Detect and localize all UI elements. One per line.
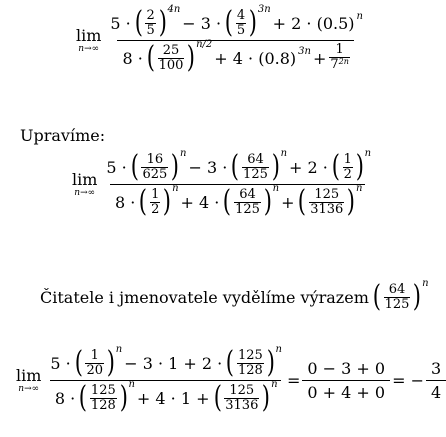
limit-expression-1 [76,3,366,75]
lim-operator: lim n→∞ [72,169,98,198]
limit-expression-3 [16,343,446,415]
denominator: 8 · ( $\frac{125}{128}$ ) n + 4 · 1 + ( $\frac{125}{3136}$ ) n [50,380,281,413]
numerator: 5 · ( $\frac{1}{20}$ ) n − 3 · 1 + 2 · ( $\frac{125}{128}$ ) n [50,343,282,380]
result-fraction-1: $\frac{0 - 3 + 0}{0 + 4 + 0}$ [302,359,390,402]
limit-expression-2 [72,147,374,219]
equals-minus: = − [392,371,424,390]
denominator: 8 · ( $\frac{1}{2}$ ) n + 4 · ( $\frac{64}{125}$ ) n + ( $\frac{125}{3136}$ ) n [110,184,365,217]
result-fraction-2: $\frac{3}{4}$ [426,359,446,402]
numerator: 5 · ( $\frac{16}{625}$ ) n − 3 · ( $\frac{64}{125}$ ) n + 2 · ( $\frac{1}{2}$ ) n [106,147,372,184]
main-fraction [105,3,366,75]
main-fraction [45,343,285,415]
denominator: 8 · ( $\frac{25}{100}$ ) n/2 + 4 · (0.8) 3n + $\frac{1}{7^{2n}}$ [117,40,353,73]
text-upravime: Upravíme: [20,126,106,145]
divisor-expression: ( $\frac{64}{125}$ ) [372,279,422,314]
text-citatele: Čitatele i jmenovatele vydělíme výrazem ( $\frac{64}{125}$ ) n [40,277,429,314]
main-fraction [101,147,374,219]
lim-operator: lim n→∞ [16,365,42,394]
equals-sign: = [286,371,301,390]
lim-operator: lim n→∞ [76,25,102,54]
numerator: 5 · ( $\frac{2}{5}$ ) 4n − 3 · ( $\frac{4}{5}$ ) 3n + 2 · (0.5) n [110,3,363,40]
